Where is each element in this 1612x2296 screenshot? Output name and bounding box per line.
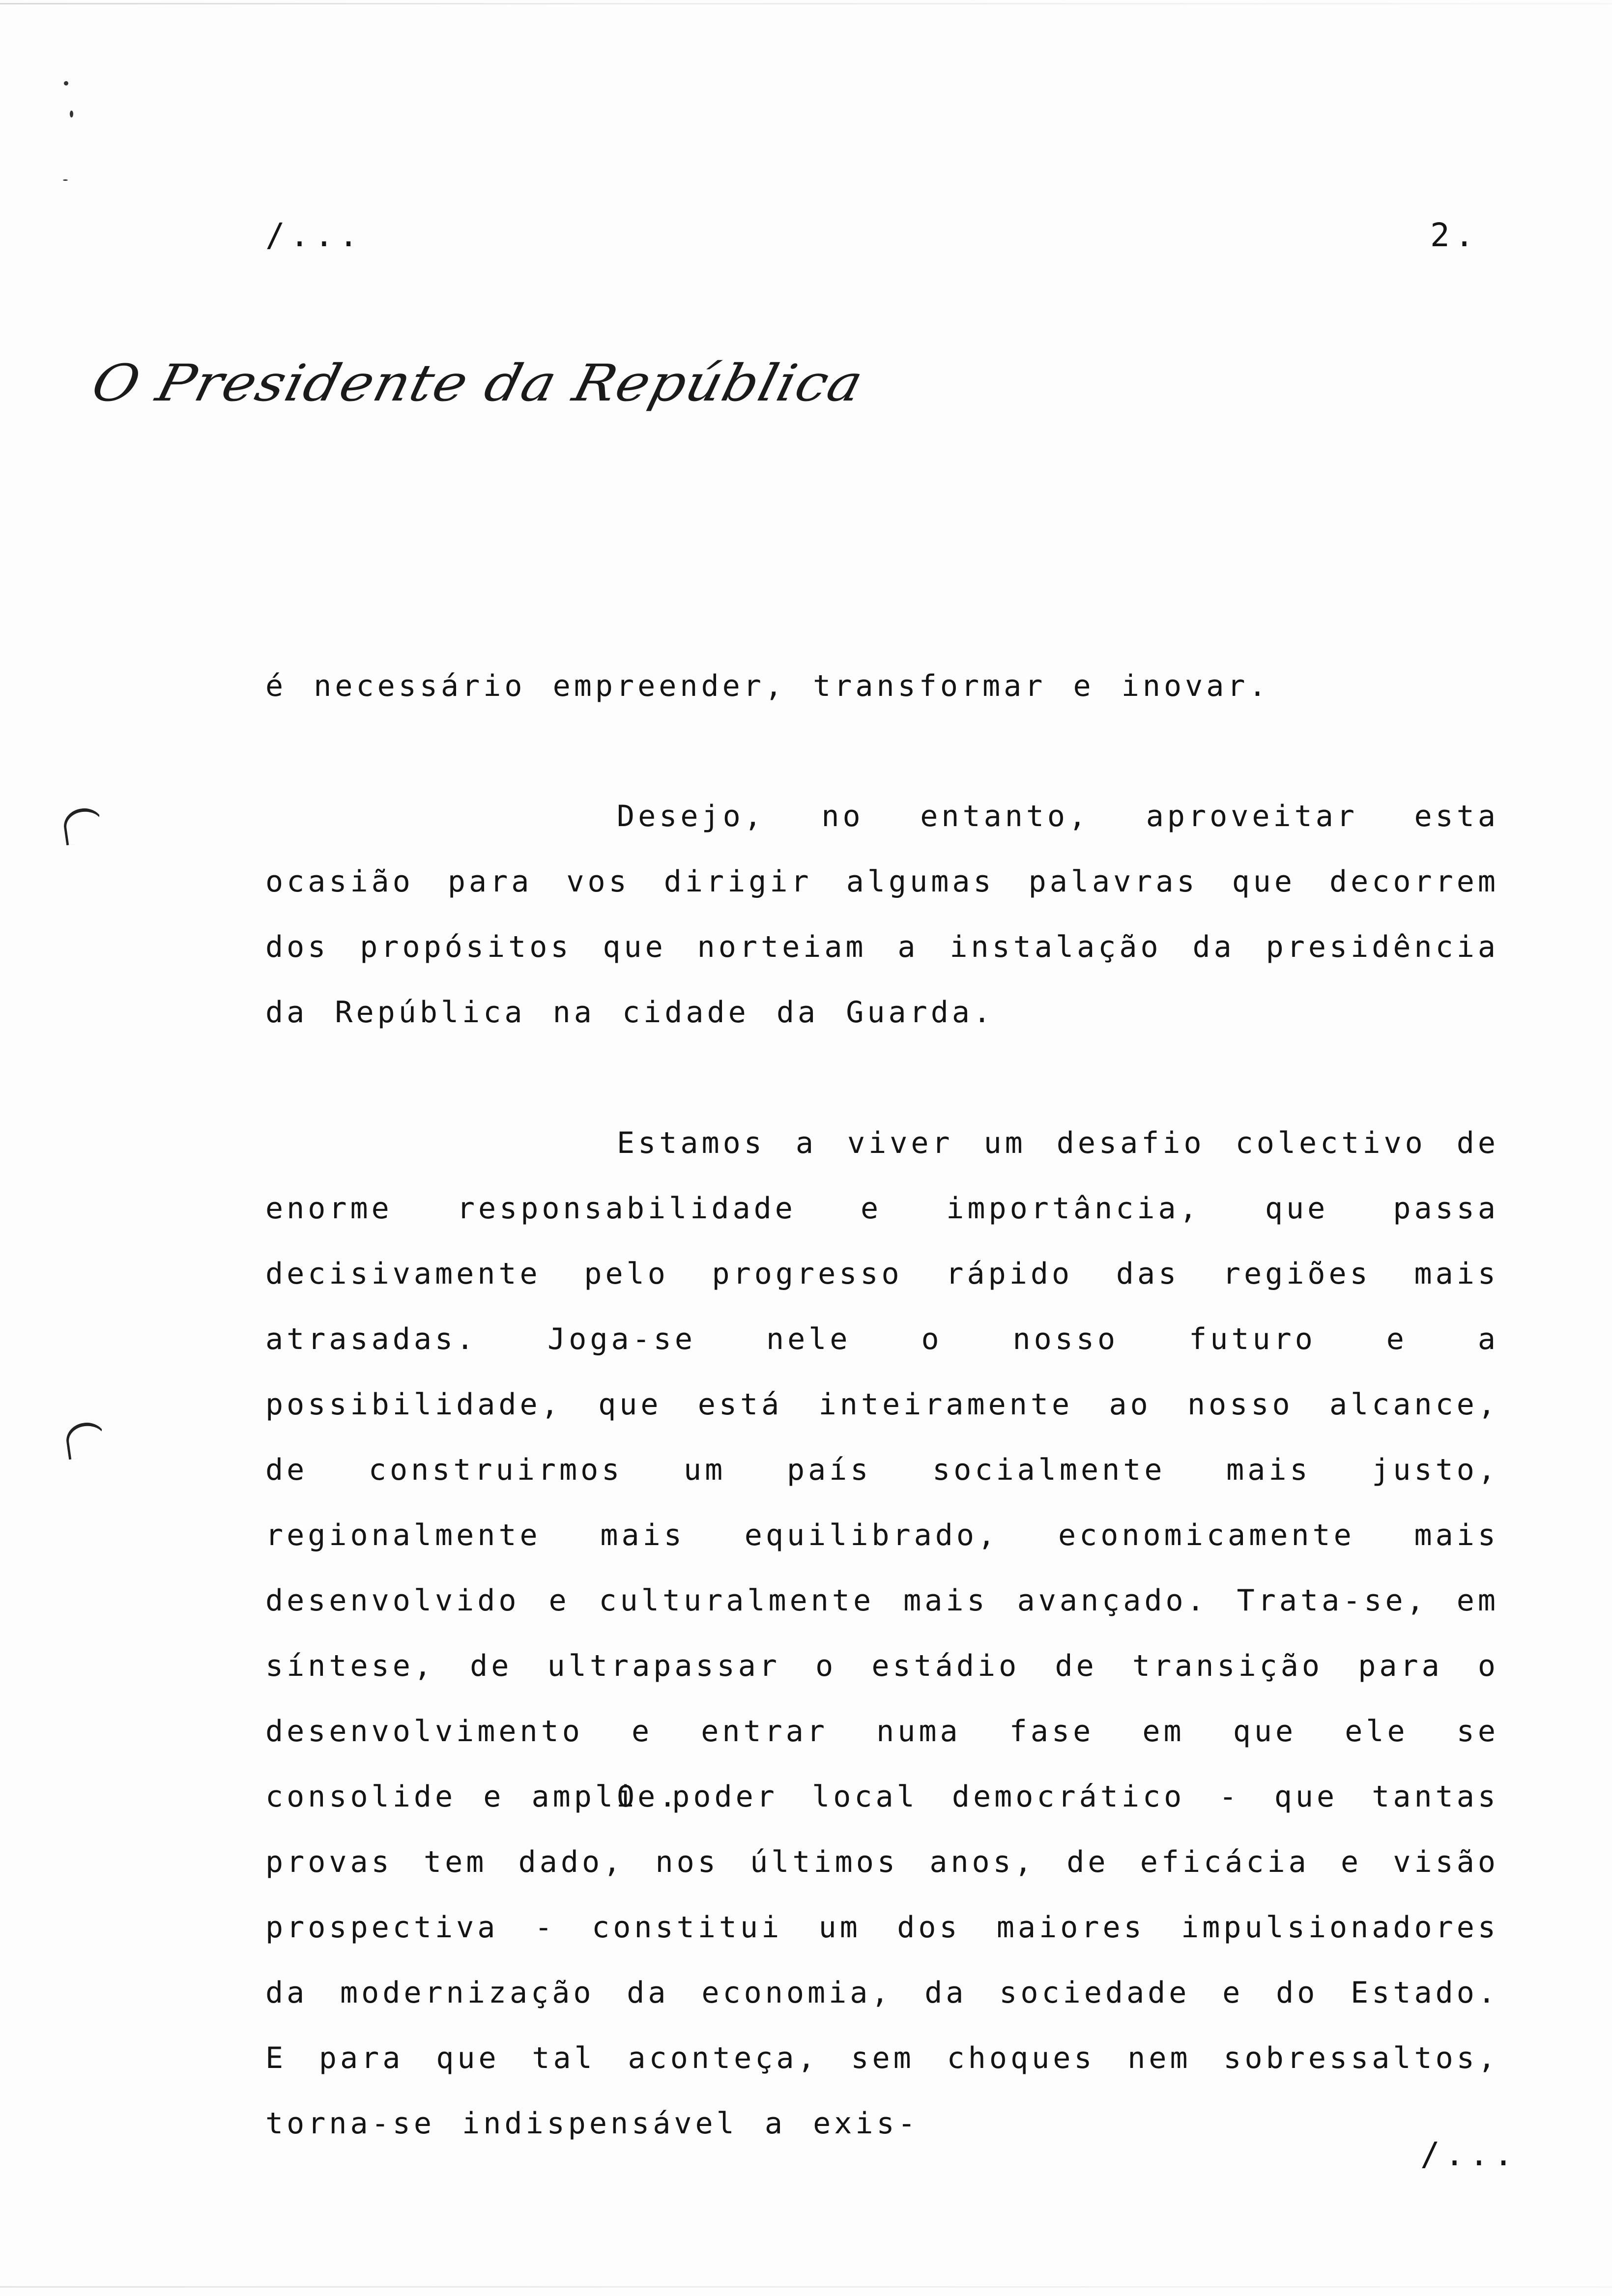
continuation-mark-top: /... (265, 216, 363, 254)
paragraph-text: Desejo, no entanto, aproveitar esta ocasião para vos dirigir algumas palavras que decorrem dos propósitos que norteiam a instalação da presidência da República na cidade da Guarda. (265, 799, 1499, 1030)
paragraph (265, 654, 1499, 719)
scan-artifact-top (0, 3, 1612, 4)
paragraph-text: O poder local democrático - que tantas provas tem dado, nos últimos anos, de eficácia e visão prospectiva - constitui um dos maiores impulsionadores da modernização da economia, da sociedade e do Estado. E para que tal aconteça, sem choques nem sobressaltos, torna-se indispensável a exis- (265, 1779, 1499, 2141)
page-number: 2. (1430, 216, 1479, 254)
letterhead-title: O Presidente da República (86, 354, 870, 413)
scan-speck (64, 81, 68, 86)
punch-hole-mark (62, 806, 106, 845)
continuation-mark-bottom: /... (1420, 2135, 1518, 2173)
paragraph-text: é necessário empreender, transformar e inovar. (265, 669, 1270, 703)
paragraph-text: Estamos a viver um desafio colectivo de enorme responsabilidade e importância, que passa decisivamente pelo progresso rápido das regiões mais atrasadas. Joga-se nele o nosso futuro e a possibilidade, que está inteiramente ao nosso alcance, de construirmos um país socialmente mais justo, regionalmente mais equilibrado, economicamente mais desenvolvido e culturalmente mais avançado. Trata-se, em síntese, de ultrapassar o estádio de transição para o desenvolvimento e entrar numa fase em que ele se consolide e amplie. (265, 1126, 1499, 1814)
paragraph (265, 1764, 1499, 2156)
paragraph (265, 1111, 1499, 1830)
paragraph (265, 784, 1499, 1045)
scan-artifact-bottom (0, 2286, 1612, 2288)
punch-hole-mark (64, 1420, 108, 1460)
scan-speck (63, 179, 68, 181)
scan-speck (70, 111, 73, 117)
